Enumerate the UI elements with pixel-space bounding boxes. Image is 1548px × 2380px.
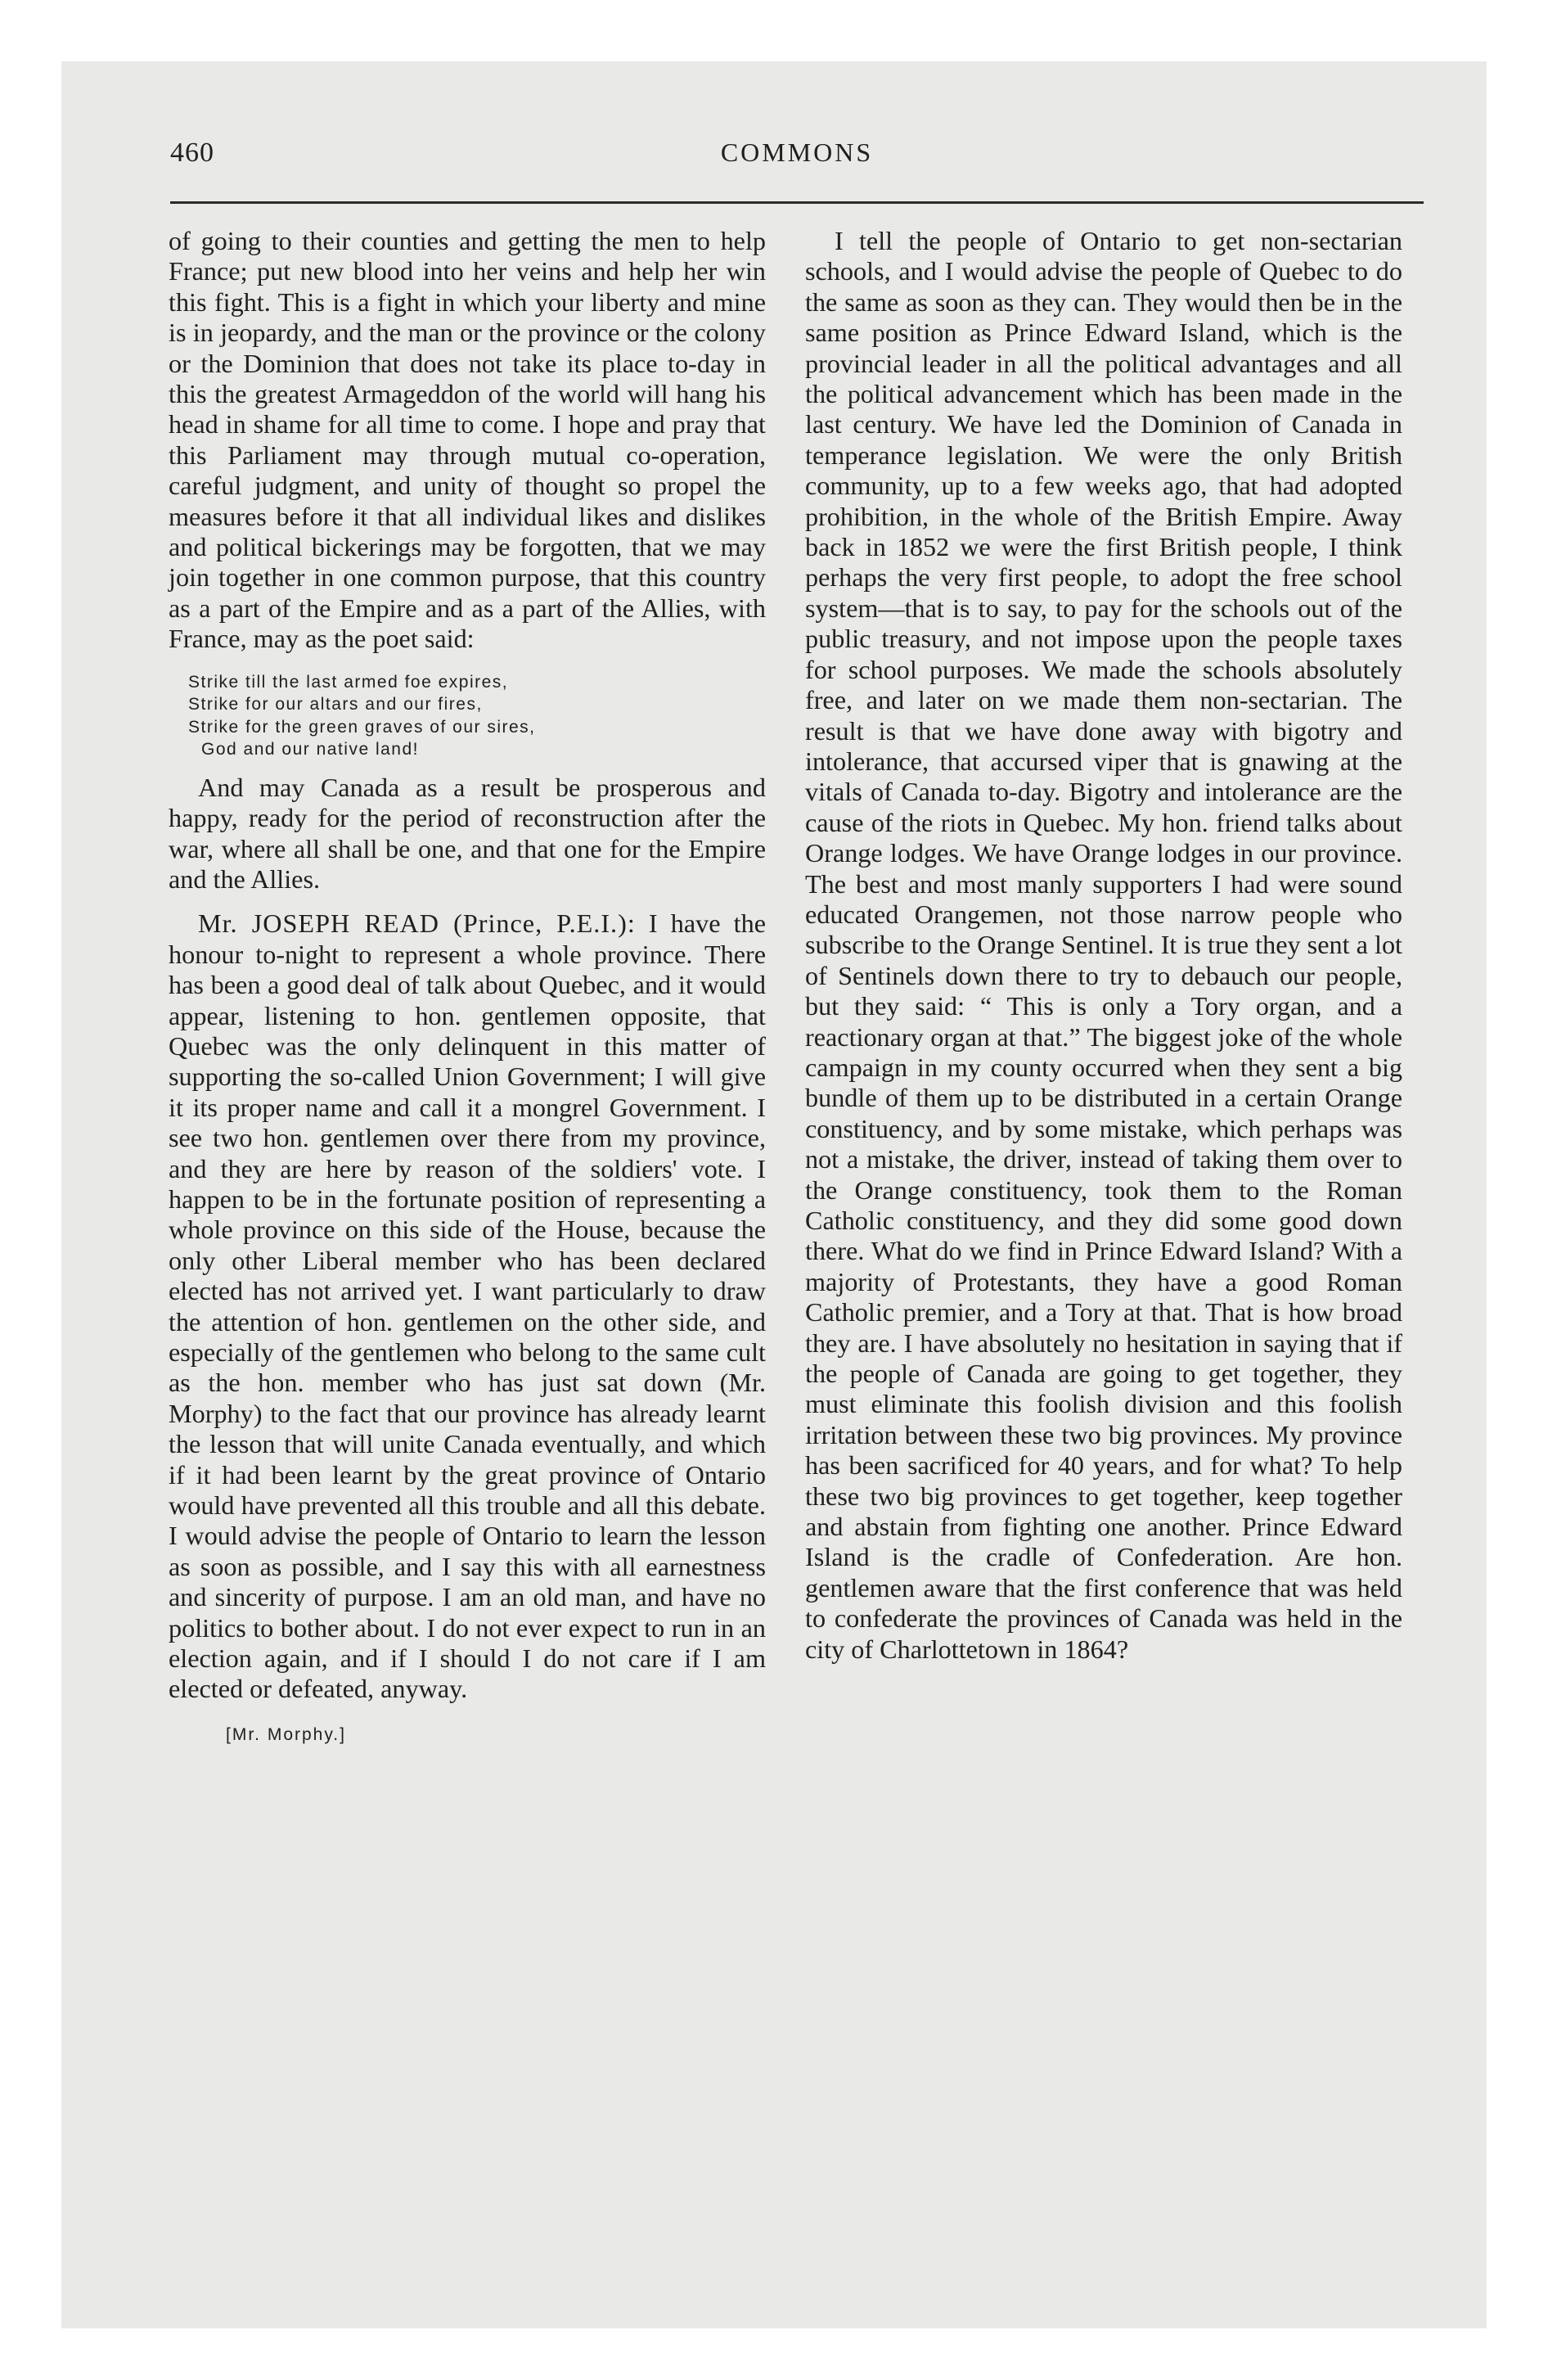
- left-column: [169, 226, 766, 1750]
- right-column: [805, 226, 1402, 1665]
- page-header: [170, 137, 1424, 178]
- paragraph: And may Canada as a result be prosperous and happy, ready for the period of reconstruction after the war, where all shall be one, and that one for the Empire and the Allies.: [169, 772, 766, 894]
- poem-quote: [188, 671, 766, 761]
- paragraph: of going to their counties and getting the men to help France; put new blood into her veins and help her win this fight. This is a fight in which your liberty and mine is in jeopardy, and the man or the province or the colony or the Dominion that does not take its place to-day in this the greatest Armageddon of the world will hang his head in shame for all time to come. I hope and pray that this Parliament may through mutual co-operation, careful judgment, and unity of thought so propel the measures before it that all individual likes and dislikes and political bickerings may be forgotten, that we may join together in one common purpose, that this country as a part of the Empire and as a part of the Allies, with France, may as the poet said:: [169, 226, 766, 654]
- page-number: 460: [170, 137, 214, 168]
- footer-attribution: [Mr. Morphy.]: [226, 1724, 346, 1744]
- speaker-paragraph: [169, 908, 766, 1705]
- speaker-name: Mr. JOSEPH READ (Prince, P.E.I.):: [198, 908, 636, 939]
- poem-line: Strike till the last armed foe expires,: [188, 672, 509, 692]
- poem-line: God and our native land!: [201, 740, 419, 760]
- paragraph-gap: [169, 895, 766, 908]
- speech-text: I have the honour to-night to represent a whole province. There has been a good deal of talk about Quebec, and it would appear, listening to hon. gentlemen opposite, that Quebec was the only delinquent in this matter of supporting the so-called Union Government; I will give it its proper name and call it a mongrel Government. I see two hon. gentlemen over there from my province, and they are here by reason of the soldiers' vote. I happen to be in the fortunate position of representing a whole province on this side of the House, because the only other Liberal member who has been declared elected has not arrived yet. I want particularly to draw the attention of hon. gentlemen on the other side, and especially of the gentlemen who belong to the same cult as the hon. member who has just sat down (Mr. Morphy) to the fact that our province has already learnt the lesson that will unite Canada eventually, and which if it had been learnt by the great province of Ontario would have prevented all this trouble and all this debate. I would advise the people of Ontario to learn the lesson as soon as possible, and I say this with all earnestness and sincerity of purpose. I am an old man, and have no politics to bother about. I do not ever expect to run in an election again, and if I should I do not care if I am elected or defeated, anyway.: [169, 908, 767, 1704]
- running-head: COMMONS: [720, 137, 874, 167]
- poem-line: Strike for the green graves of our sires,: [188, 717, 536, 737]
- header-rule: [170, 201, 1424, 204]
- paragraph: I tell the people of Ontario to get non-sectarian schools, and I would advise the people of Quebec to do the same as soon as they can. They would then be in the same position as Prince Edward Island, which is the provincial leader in all the political advantages and all the political advancement which has been made in the last century. We have led the Dominion of Canada in temperance legislation. We were the only British community, up to a few weeks ago, that had adopted prohibition, in the whole of the British Empire. Away back in 1852 we were the first British people, I think perhaps the very first people, to adopt the free school system—that is to say, to pay for the schools out of the public treasury, and not impose upon the people taxes for school purposes. We made the schools absolutely free, and later on we made them non-sectarian. The result is that we have done away with bigotry and intolerance, that accursed viper that is gnawing at the vitals of Canada to-day. Bigotry and intolerance are the cause of the riots in Quebec. My hon. friend talks about Orange lodges. We have Orange lodges in our province. The best and most manly supporters I had were sound educated Orangemen, not those narrow people who subscribe to the Orange Sentinel. It is true they sent a lot of Sentinels down there to try to debauch our people, but they said: “ This is only a Tory organ, and a reactionary organ at that.” The biggest joke of the whole campaign in my county occurred when they sent a big bundle of them up to be distributed in a certain Orange constituency, and by some mistake, which perhaps was not a mistake, the driver, instead of taking them over to the Orange constituency, took them to the Roman Catholic constituency, and they did some good down there. What do we find in Prince Edward Island? With a majority of Protestants, they have a good Roman Catholic premier, and a Tory at that. That is how broad they are. I have absolutely no hesitation in saying that if the people of Canada are going to get together, they must eliminate this foolish division and this foolish irritation between these two big provinces. My province has been sacrificed for 40 years, and for what? To help these two big provinces to get together, keep together and abstain from fighting one another. Prince Edward Island is the cradle of Confederation. Are hon. gentlemen aware that the first conference that was held to confederate the provinces of Canada was held in the city of Charlottetown in 1864?: [805, 226, 1402, 1664]
- poem-line: Strike for our altars and our fires,: [188, 695, 483, 714]
